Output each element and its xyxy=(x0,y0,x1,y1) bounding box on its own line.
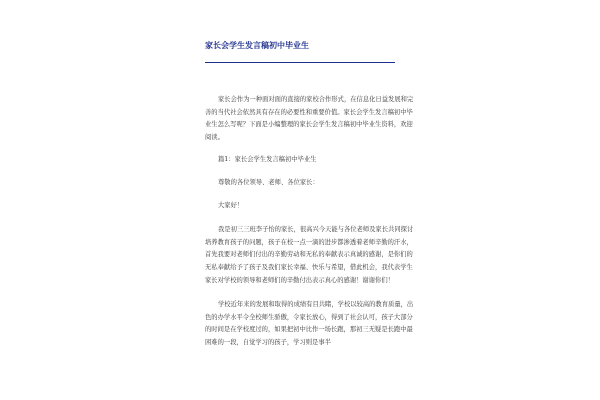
intro-paragraph: 家长会作为一种面对面的直接的家校合作形式，在信息化日益发展和完善的当代社会依然具有存在的必要性和重要价值。家长会学生发言稿初中毕业生怎么写呢？下面是小编整理的家长会学生发言稿初中毕业生资料，欢迎阅读。 xyxy=(205,96,414,141)
body-paragraph: 我是初三三班李子怡的家长，很高兴今天能与各位老师及家长共同探讨培养教育孩子的问题，孩子在校一点一滴的进步都渗透着老师辛勤的汗水，首先我要对老师们付出的辛勤劳动和无私的奉献表示真诚的感谢，是你们的无私奉献给予了孩子及我们家长幸福、快乐与希望，借此机会，我代表学生家长对学校的领导和老师们的辛勤付出表示真心的感谢！谢谢你们！ xyxy=(205,226,414,284)
section-heading: 篇1：家长会学生发言稿初中毕业生 xyxy=(218,156,317,164)
salutation: 尊敬的各位领导、老师、各位家长： xyxy=(218,178,319,186)
document-body xyxy=(205,94,415,350)
title-divider xyxy=(205,62,395,63)
document-title: 家长会学生发言稿初中毕业生 xyxy=(205,40,309,50)
greeting: 大家好！ xyxy=(218,201,244,209)
body-paragraph: 学校近年来的发展和取得的成绩有目共睹，学校以较高的教育质量，出色的办学水平令全校师生骄傲，令家长放心，得到了社会认可，孩子大部分的时间是在学校度过的，如果把初中比作一场长跑，那初三无疑是长跑中最困难的一段，自觉学习的孩子，学习则是事半 xyxy=(205,301,414,346)
